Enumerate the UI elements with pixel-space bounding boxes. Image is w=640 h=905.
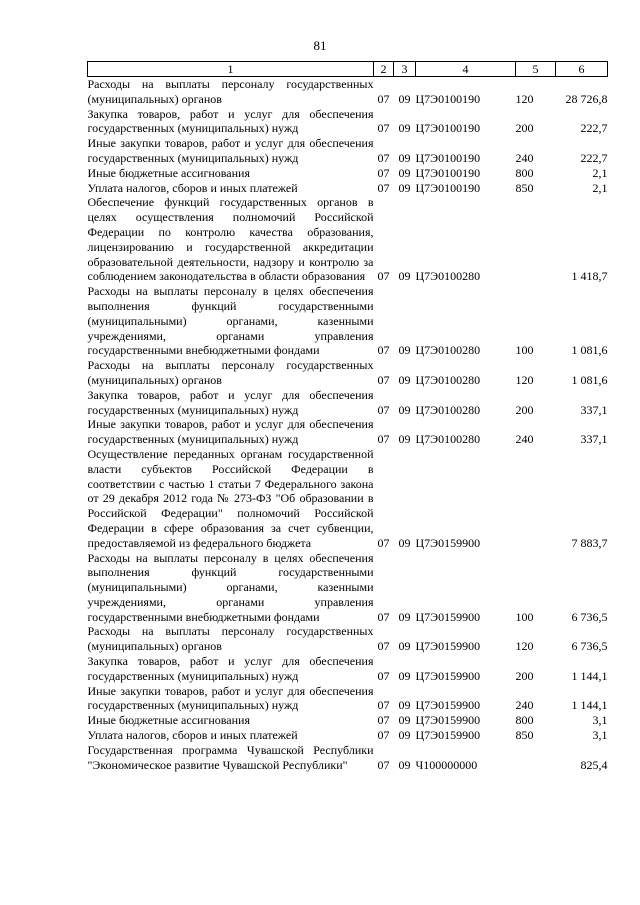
row-subsection: 09 [398, 165, 411, 180]
row-subsection: 09 [398, 91, 411, 106]
row-subsection: 09 [398, 668, 411, 683]
row-section: 07 [377, 180, 390, 195]
table-row [88, 743, 608, 773]
row-expense-type: 800 [515, 165, 534, 180]
row-name: Иные бюджетные ассигнования [87, 165, 250, 180]
row-name: Закупка товаров, работ и услуг для обеспечения государственных (муниципальных) нужд [87, 106, 374, 136]
row-amount: 3,1 [592, 713, 608, 728]
row-section: 07 [377, 121, 390, 136]
table-row [88, 654, 608, 684]
row-expense-type: 200 [515, 668, 534, 683]
row-amount: 2,1 [592, 180, 608, 195]
row-expense-type [516, 195, 556, 284]
table-row [88, 728, 608, 743]
row-target-code: Ц7Э0159900 [415, 728, 481, 743]
table-row [88, 284, 608, 358]
row-amount: 222,7 [580, 150, 608, 165]
row-amount: 337,1 [580, 402, 608, 417]
row-section: 07 [377, 713, 390, 728]
table-row [88, 181, 608, 196]
row-expense-type: 240 [515, 150, 534, 165]
table-row [88, 684, 608, 714]
row-amount: 1 081,6 [571, 372, 608, 387]
row-subsection: 09 [398, 757, 411, 772]
row-section: 07 [377, 372, 390, 387]
row-expense-type: 120 [515, 91, 534, 106]
row-name: Расходы на выплаты персоналу государственных (муниципальных) органов [87, 624, 374, 654]
row-amount: 222,7 [580, 121, 608, 136]
row-amount: 7 883,7 [571, 535, 608, 550]
row-target-code: Ц7Э0100190 [415, 91, 481, 106]
header-col-6: 6 [556, 62, 608, 77]
row-section: 07 [377, 165, 390, 180]
row-name: Обеспечение функций государственных органов в целях осуществления полномочий Российской Федерации по контролю качества образования, лицензированию и государственной аккредитации образовательной деятельности, надзору и контролю за соблюдением законодательства в области образования [87, 195, 374, 284]
header-col-1: 1 [88, 62, 374, 77]
row-subsection: 09 [398, 713, 411, 728]
row-section: 07 [377, 728, 390, 743]
table-row [88, 166, 608, 181]
row-section: 07 [377, 150, 390, 165]
header-col-3: 3 [394, 62, 416, 77]
row-subsection: 09 [398, 402, 411, 417]
row-amount: 6 736,5 [571, 639, 608, 654]
row-section: 07 [377, 668, 390, 683]
table-row [88, 358, 608, 388]
row-name: Иные закупки товаров, работ и услуг для обеспечения государственных (муниципальных) нужд [87, 417, 374, 447]
table-row [88, 417, 608, 447]
row-name: Осуществление переданных органам государственной власти субъектов Российской Федерации в соответствии с частью 1 статьи 7 Федерального закона от 29 декабря 2012 года № 273-ФЗ "Об образовании в Российской Федерации" полномочий Российской Федерации в сфере образования за счет субвенции, предоставляемой из федерального бюджета [87, 446, 374, 550]
row-name: Расходы на выплаты персоналу государственных (муниципальных) органов [87, 77, 374, 106]
row-target-code: Ц7Э0100190 [415, 165, 481, 180]
row-expense-type: 800 [515, 713, 534, 728]
row-amount: 2,1 [592, 165, 608, 180]
row-target-code: Ц7Э0100280 [415, 269, 481, 284]
header-col-4: 4 [416, 62, 516, 77]
row-target-code: Ц7Э0159900 [415, 535, 481, 550]
page-number: 81 [313, 38, 327, 53]
row-target-code: Ц7Э0159900 [415, 639, 481, 654]
row-target-code: Ц7Э0100280 [415, 343, 481, 358]
row-name: Государственная программа Чувашской Республики "Экономическое развитие Чувашской Республики" [87, 742, 374, 772]
row-target-code: Ц7Э0100280 [415, 372, 481, 387]
row-target-code: Ц7Э0159900 [415, 609, 481, 624]
row-amount: 1 144,1 [571, 668, 608, 683]
row-section: 07 [377, 432, 390, 447]
row-subsection: 09 [398, 535, 411, 550]
row-target-code: Ц7Э0100280 [415, 402, 481, 417]
row-expense-type: 200 [515, 402, 534, 417]
row-subsection: 09 [398, 698, 411, 713]
row-name: Расходы на выплаты персоналу в целях обеспечения выполнения функций государственными (муниципальными) органами, казенными учреждениями, органами управления государственными внебюджетными фондами [87, 284, 374, 358]
row-subsection: 09 [398, 343, 411, 358]
row-section: 07 [377, 609, 390, 624]
header-col-2: 2 [374, 62, 394, 77]
row-subsection: 09 [398, 372, 411, 387]
row-amount: 1 081,6 [571, 343, 608, 358]
row-target-code: Ц7Э0100190 [415, 150, 481, 165]
row-target-code: Ц7Э0159900 [415, 668, 481, 683]
row-target-code: Ц7Э0159900 [415, 698, 481, 713]
row-name: Расходы на выплаты персоналу в целях обеспечения выполнения функций государственными (муниципальными) органами, казенными учреждениями, органами управления государственными внебюджетными фондами [87, 550, 374, 624]
row-amount: 3,1 [592, 728, 608, 743]
row-section: 07 [377, 343, 390, 358]
row-target-code: Ц7Э0159900 [415, 713, 481, 728]
row-section: 07 [377, 698, 390, 713]
header-col-5: 5 [516, 62, 556, 77]
row-subsection: 09 [398, 269, 411, 284]
row-name: Расходы на выплаты персоналу государственных (муниципальных) органов [87, 358, 374, 387]
row-target-code: Ц7Э0100280 [415, 432, 481, 447]
row-name: Иные закупки товаров, работ и услуг для обеспечения государственных (муниципальных) нужд [87, 136, 374, 165]
table-row [88, 447, 608, 551]
row-section: 07 [377, 402, 390, 417]
row-target-code: Ч100000000 [415, 757, 478, 772]
row-section: 07 [377, 535, 390, 550]
row-subsection: 09 [398, 728, 411, 743]
row-subsection: 09 [398, 639, 411, 654]
row-expense-type: 120 [515, 639, 534, 654]
row-name: Иные закупки товаров, работ и услуг для обеспечения государственных (муниципальных) нужд [87, 683, 374, 713]
row-expense-type [516, 743, 556, 773]
row-subsection: 09 [398, 150, 411, 165]
row-amount: 1 418,7 [571, 269, 608, 284]
row-target-code: Ц7Э0100190 [415, 121, 481, 136]
row-section: 07 [377, 91, 390, 106]
row-expense-type: 240 [515, 698, 534, 713]
row-section: 07 [377, 269, 390, 284]
row-section: 07 [377, 757, 390, 772]
row-expense-type: 120 [515, 372, 534, 387]
row-subsection: 09 [398, 432, 411, 447]
table-body [88, 77, 608, 773]
row-expense-type: 100 [515, 609, 534, 624]
table-row [88, 713, 608, 728]
row-section: 07 [377, 639, 390, 654]
row-amount: 1 144,1 [571, 698, 608, 713]
row-amount: 28 726,8 [565, 91, 608, 106]
row-expense-type [516, 447, 556, 551]
table-header [88, 62, 608, 77]
row-name: Закупка товаров, работ и услуг для обеспечения государственных (муниципальных) нужд [87, 654, 374, 683]
row-name: Уплата налогов, сборов и иных платежей [87, 728, 298, 743]
row-expense-type: 240 [515, 432, 534, 447]
row-name: Закупка товаров, работ и услуг для обеспечения государственных (муниципальных) нужд [87, 387, 374, 417]
row-name: Иные бюджетные ассигнования [87, 713, 250, 728]
row-amount: 337,1 [580, 432, 608, 447]
row-expense-type: 200 [515, 121, 534, 136]
table-row [88, 195, 608, 284]
row-amount: 6 736,5 [571, 609, 608, 624]
row-target-code: Ц7Э0100190 [415, 180, 481, 195]
budget-table [87, 61, 608, 772]
table-row [88, 551, 608, 625]
row-name: Уплата налогов, сборов и иных платежей [87, 180, 298, 195]
row-expense-type: 850 [515, 180, 534, 195]
row-expense-type: 100 [515, 343, 534, 358]
table-row [88, 624, 608, 654]
row-subsection: 09 [398, 180, 411, 195]
table-row [88, 388, 608, 418]
row-expense-type: 850 [515, 728, 534, 743]
row-amount: 825,4 [580, 757, 608, 772]
row-subsection: 09 [398, 121, 411, 136]
table-row [88, 77, 608, 107]
table-row [88, 136, 608, 166]
table-row [88, 107, 608, 137]
row-subsection: 09 [398, 609, 411, 624]
